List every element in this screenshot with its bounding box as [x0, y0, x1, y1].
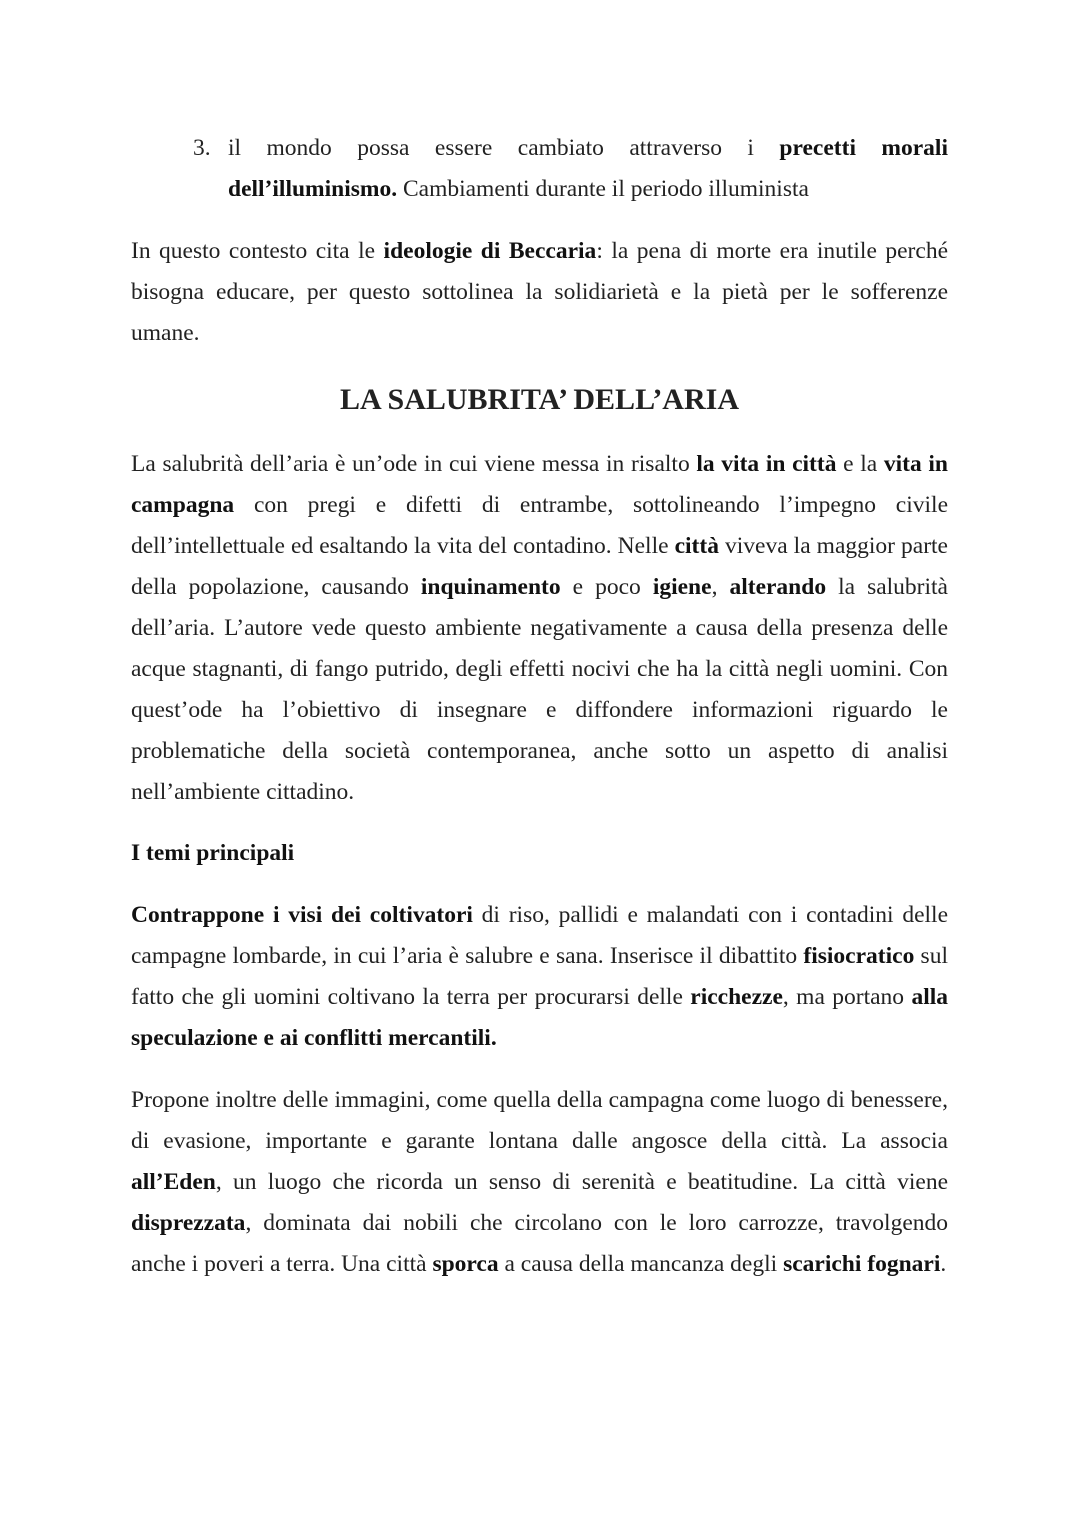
text-run: , ma portano — [782, 984, 912, 1010]
subheading-text: I temi principali — [131, 840, 295, 866]
subheading — [131, 833, 948, 874]
bold-run: igiene — [652, 574, 712, 600]
bold-run: la vita in città — [696, 451, 837, 477]
bold-run: all’Eden — [131, 1169, 216, 1195]
bold-run: ricchezze — [690, 984, 783, 1010]
bold-run: disprezzata — [131, 1210, 246, 1236]
text-run: e la — [836, 451, 884, 477]
list-item-3 — [131, 128, 948, 210]
text-run: sul fatto che gli uomini coltivano la terra per procurarsi delle — [131, 943, 948, 1010]
text-run: . — [940, 1251, 947, 1277]
bold-run: inquinamento — [420, 574, 561, 600]
paragraph-immagini — [131, 1080, 948, 1285]
bold-run: alterando — [729, 574, 827, 600]
bold-run: scarichi fognari — [783, 1251, 941, 1277]
text-run: di riso, pallidi e malandati con i contadini delle campagne lombarde, in cui l’aria è salubre e sana. Inserisce il dibattito — [131, 902, 948, 969]
bold-run: precetti morali dell’illuminismo. — [228, 135, 948, 202]
text-run: , un luogo che ricorda un senso di serenità e beatitudine. La città viene — [215, 1169, 948, 1195]
text-run: e poco — [560, 574, 653, 600]
text-run: la salubrità dell’aria. L’autore vede questo ambiente negativamente a causa della presenza delle acque stagnanti, di fango putrido, degli effetti nocivi che ha la città negli uomini. Con quest’ode ha l’obiettivo di insegnare e diffondere informazioni riguardo le problematiche della società contemporanea, anche sotto un aspetto di analisi nell’ambiente cittadino. — [131, 574, 948, 805]
paragraph-temi — [131, 895, 948, 1059]
text-run: , dominata dai nobili che circolano con le loro carrozze, travolgendo anche i poveri a terra. Una città — [131, 1210, 948, 1277]
text-run: Cambiamenti durante il periodo illuminista — [397, 176, 809, 202]
bold-run: Contrappone i visi dei coltivatori — [131, 902, 473, 928]
paragraph-intro — [131, 444, 948, 813]
text-run: il mondo possa essere cambiato attraverso i — [228, 135, 780, 161]
text-run: In questo contesto cita le — [131, 238, 384, 264]
text-run: , — [711, 574, 730, 600]
text-run: a causa della mancanza degli — [498, 1251, 784, 1277]
text-run: con pregi e difetti di entrambe, sottolineando l’impegno civile dell’intellettuale ed esaltando la vita del contadino. Nelle — [131, 492, 948, 559]
text-run: : la pena di morte era inutile perché bisogna educare, per questo sottolinea la solidiarietà e la pietà per le sofferenze umane. — [131, 238, 948, 346]
list-number: 3. — [193, 135, 211, 161]
bold-run: città — [674, 533, 719, 559]
text-run: viveva la maggior parte della popolazione, causando — [131, 533, 948, 600]
bold-run: sporca — [432, 1251, 499, 1277]
bold-run: fisiocratico — [803, 943, 915, 969]
bold-run: ideologie di Beccaria — [383, 238, 597, 264]
section-title: LA SALUBRITA’ DELL’ARIA — [340, 383, 739, 416]
bold-run: vita in campagna — [131, 451, 948, 518]
paragraph-beccaria — [131, 231, 948, 354]
bold-run: alla speculazione e ai conflitti mercantili. — [131, 984, 948, 1051]
text-run: La salubrità dell’aria è un’ode in cui viene messa in risalto — [131, 451, 697, 477]
document-page — [131, 128, 948, 1285]
text-run: Propone inoltre delle immagini, come quella della campagna come luogo di benessere, di evasione, importante e garante lontana dalle angosce della città. La associa — [131, 1087, 948, 1154]
